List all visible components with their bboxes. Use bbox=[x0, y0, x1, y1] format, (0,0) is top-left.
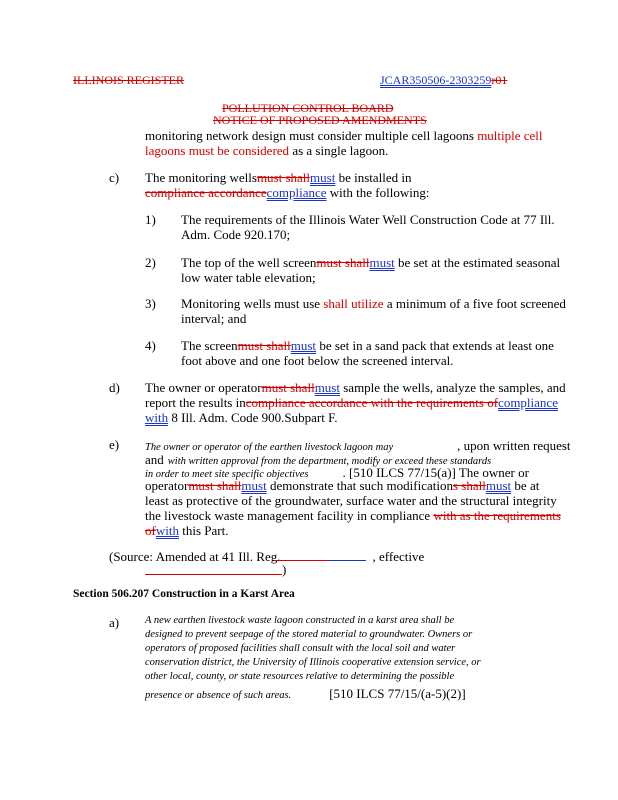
e-l6a: the livestock waste management facility in compliance bbox=[145, 508, 431, 523]
register-title: ILLINOIS REGISTER bbox=[73, 73, 184, 87]
d-l1ins: must bbox=[314, 380, 340, 395]
board-title: POLLUTION CONTROL BOARD bbox=[222, 101, 394, 115]
intro-line-1 bbox=[145, 128, 543, 144]
e-l4c: be at bbox=[514, 478, 540, 493]
e-l6del: with as the requirements bbox=[433, 508, 561, 523]
e-l4del2: s shall bbox=[453, 478, 486, 493]
s4del: must shall bbox=[237, 338, 291, 353]
section-cite: [510 ILCS 77/15/(a-5)(2)] bbox=[329, 686, 466, 701]
section-line-6 bbox=[145, 685, 466, 703]
s4ins: must bbox=[290, 338, 317, 353]
item-c-line-1 bbox=[145, 170, 412, 186]
e-l4ins2: must bbox=[485, 478, 512, 493]
source-text: (Source: Amended at 41 Ill. Reg. bbox=[109, 549, 281, 564]
notice-title: NOTICE OF PROPOSED AMENDMENTS bbox=[213, 113, 427, 127]
s3red: shall utilize bbox=[323, 296, 384, 311]
item-c-marker: c) bbox=[109, 170, 120, 185]
c-l2del: compliance accordance bbox=[145, 185, 267, 200]
item-e-line-4 bbox=[145, 478, 539, 494]
sub3-line-1 bbox=[181, 296, 566, 312]
intro-l1b: multiple cell bbox=[477, 128, 543, 143]
e-l2i: with written approval from the department, modify or exceed these standards bbox=[167, 456, 492, 467]
s2del: must shall bbox=[316, 255, 370, 270]
item-e-line-6 bbox=[145, 508, 561, 524]
sub3-marker: 3) bbox=[145, 296, 156, 311]
sub3-line-2: interval; and bbox=[181, 311, 247, 326]
e-l4b: demonstrate that such modification bbox=[269, 478, 453, 493]
sub2-line-2: low water table elevation; bbox=[181, 270, 316, 285]
sub2-marker: 2) bbox=[145, 255, 156, 270]
intro-line-2 bbox=[145, 143, 388, 159]
s4b: be set in a sand pack that extends at least one bbox=[319, 338, 554, 353]
d-l1del: must shall bbox=[261, 380, 315, 395]
intro-l2a: lagoons must be considered bbox=[145, 143, 290, 158]
d-l2del: compliance accordance with the requirements of bbox=[245, 395, 499, 410]
sub2-line-1 bbox=[181, 255, 560, 271]
s3b: a minimum of a five foot screened bbox=[386, 296, 566, 311]
s4a: The screen bbox=[181, 338, 238, 353]
item-e-line-5: least as protective of the groundwater, surface water and the structural integrity bbox=[145, 493, 557, 508]
c-l1b: be installed in bbox=[338, 170, 412, 185]
sub1-marker: 1) bbox=[145, 212, 156, 227]
s3a: Monitoring wells must use bbox=[181, 296, 321, 311]
sub1-line-2: Adm. Code 920.170; bbox=[181, 227, 291, 242]
section-line-2: designed to prevent seepage of the stored material to groundwater. Owners or bbox=[145, 629, 473, 640]
item-c-line-2 bbox=[145, 185, 429, 201]
effective-blank bbox=[145, 574, 282, 575]
d-l3b: 8 Ill. Adm. Code 900.Subpart F. bbox=[171, 410, 338, 425]
jcar-code-text: JCAR350506-2303259 bbox=[380, 73, 492, 87]
section-line-1: A new earthen livestock waste lagoon constructed in a karst area shall be bbox=[145, 615, 455, 626]
e-l3b: . [510 ILCS 77/15(a)] The owner or bbox=[342, 465, 529, 480]
s2b: be set at the estimated seasonal bbox=[398, 255, 561, 270]
sub4-line-2: foot above and one foot below the screened interval. bbox=[181, 353, 454, 368]
e-l3i: in order to meet site specific objectives bbox=[145, 469, 309, 480]
e-l7del: of bbox=[145, 523, 156, 538]
d-l3ins: with bbox=[145, 410, 169, 425]
item-d-line-1 bbox=[145, 380, 566, 396]
intro-l1a: monitoring network design must consider multiple cell lagoons bbox=[145, 128, 474, 143]
item-d-line-2 bbox=[145, 395, 558, 411]
section-line-4: conservation district, the University of Illinois cooperative extension service, or bbox=[145, 657, 481, 668]
section-line-3: operators of proposed facilities shall consult with the local soil and water bbox=[145, 643, 456, 654]
e-l4del: must shall bbox=[188, 478, 242, 493]
e-l7b: this Part. bbox=[182, 523, 229, 538]
e-l7ins: with bbox=[155, 523, 179, 538]
source-note bbox=[109, 549, 424, 565]
intro-l2b: as a single lagoon. bbox=[292, 143, 389, 158]
s2a: The top of the well screen bbox=[181, 255, 317, 270]
section-line-5: other local, county, or state resources relative to determining the possible bbox=[145, 671, 455, 682]
source-blank-blue bbox=[328, 560, 366, 561]
e-l2a: and bbox=[145, 452, 164, 467]
d-l2a: report the results in bbox=[145, 395, 246, 410]
c-l2b: with the following: bbox=[329, 185, 430, 200]
source-close: ) bbox=[282, 562, 287, 577]
e-l4ins: must bbox=[241, 478, 267, 493]
jcar-code-suffix: r01 bbox=[491, 73, 508, 87]
sub1-line-1: The requirements of the Illinois Water Well Construction Code at 77 Ill. bbox=[181, 212, 555, 227]
item-e-line-7 bbox=[145, 523, 228, 539]
section-a-marker: a) bbox=[109, 615, 120, 630]
e-l4a: operator bbox=[145, 478, 189, 493]
d-l1a: The owner or operator bbox=[145, 380, 262, 395]
c-l1a: The monitoring wells bbox=[145, 170, 257, 185]
e-l1i: The owner or operator of the earthen livestock lagoon may bbox=[145, 442, 394, 453]
section-heading: Section 506.207 Construction in a Karst Area bbox=[73, 588, 295, 600]
c-l1ins: must bbox=[310, 170, 336, 185]
section-l6-text: presence or absence of such areas. bbox=[145, 690, 292, 701]
s2ins: must bbox=[369, 255, 395, 270]
jcar-code bbox=[380, 73, 507, 88]
source-blank-red bbox=[274, 560, 328, 561]
item-d-line-3 bbox=[145, 410, 338, 426]
sub4-marker: 4) bbox=[145, 338, 156, 353]
e-l1b: , upon written request bbox=[457, 438, 571, 453]
d-l1b: sample the wells, analyze the samples, and bbox=[343, 380, 566, 395]
c-l1del: must shall bbox=[256, 170, 311, 185]
c-l2ins: compliance bbox=[266, 185, 327, 200]
source-effective: , effective bbox=[372, 549, 425, 564]
d-l2ins: compliance bbox=[498, 395, 558, 410]
sub4-line-1 bbox=[181, 338, 554, 354]
item-d-marker: d) bbox=[109, 380, 120, 395]
item-e-marker: e) bbox=[109, 437, 120, 452]
